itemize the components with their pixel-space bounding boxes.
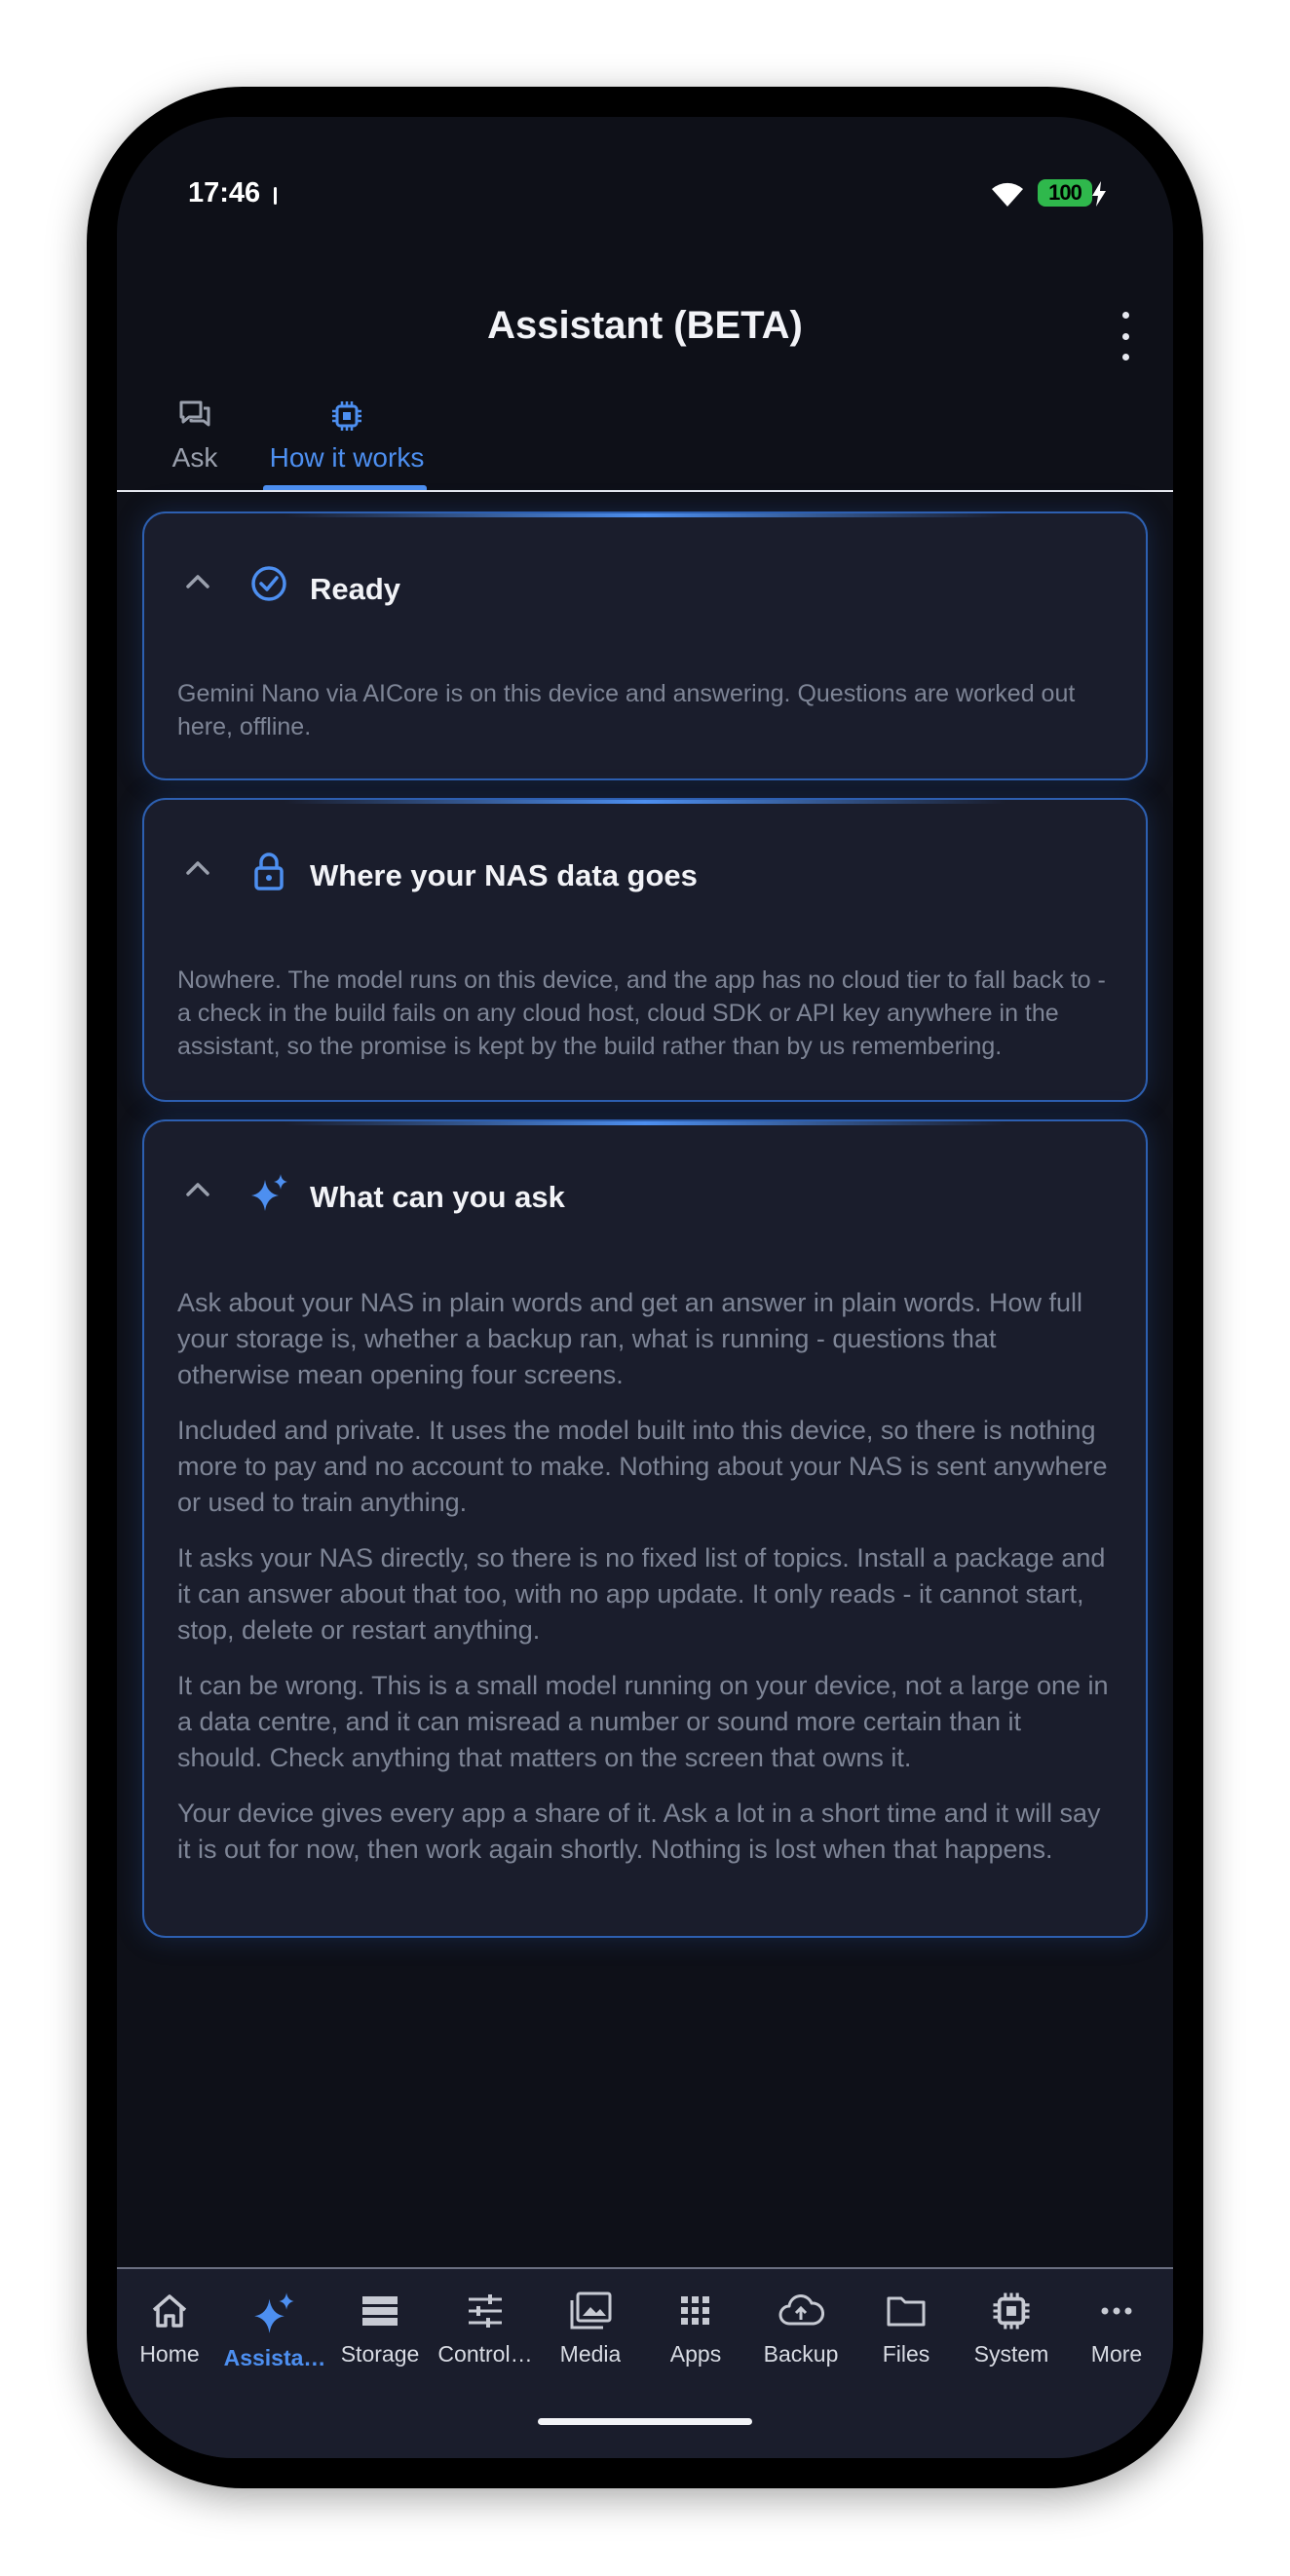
cloud-upload-icon bbox=[778, 2291, 824, 2331]
nav-label: Files bbox=[882, 2341, 930, 2367]
nav-item-media[interactable] bbox=[538, 2291, 643, 2368]
card-title: Ready bbox=[310, 572, 401, 606]
chip-icon bbox=[991, 2291, 1032, 2331]
nav-label: System bbox=[973, 2341, 1049, 2367]
apps-grid-icon bbox=[675, 2291, 716, 2331]
card-header[interactable] bbox=[144, 800, 1146, 936]
nav-item-apps[interactable] bbox=[643, 2291, 748, 2368]
notification-dot-icon bbox=[274, 187, 277, 205]
chat-bubbles-icon bbox=[177, 399, 212, 433]
card-ready bbox=[142, 511, 1148, 780]
wifi-icon bbox=[989, 179, 1026, 208]
nav-item-backup[interactable] bbox=[748, 2291, 854, 2368]
nav-item-home[interactable] bbox=[117, 2291, 222, 2368]
nav-item-system[interactable] bbox=[959, 2291, 1064, 2368]
nav-label: Apps bbox=[669, 2341, 722, 2367]
charging-bolt-icon bbox=[1091, 181, 1107, 207]
nav-label: Assista… bbox=[223, 2345, 326, 2370]
nav-item-control[interactable] bbox=[433, 2291, 538, 2368]
card-paragraph: Ask about your NAS in plain words and get an answer in plain words. How full your storage is, whether a backup ran, what is running - questions that otherwise mean opening four screens. bbox=[177, 1288, 1082, 1389]
tab-label: How it works bbox=[269, 442, 425, 473]
check-circle-icon bbox=[249, 564, 288, 603]
more-vert-icon[interactable] bbox=[1111, 312, 1140, 360]
tab-label: Ask bbox=[171, 442, 218, 473]
folder-icon bbox=[885, 2291, 928, 2331]
card-body bbox=[177, 1285, 1113, 1887]
chip-icon bbox=[330, 399, 363, 433]
chevron-up-icon bbox=[185, 1182, 210, 1197]
card-paragraph: It can be wrong. This is a small model running on your device, not a large one in a data centre, and it can misread a number or sound more certain than it should. Check anything that matters on the screen that owns it. bbox=[177, 1671, 1109, 1772]
card-paragraph: It asks your NAS directly, so there is no fixed list of topics. Install a package and it can answer about that too, with no app update. It only reads - it cannot start, stop, delete or restart anything. bbox=[177, 1543, 1106, 1645]
battery-indicator: 100 bbox=[1038, 179, 1092, 207]
nav-item-more[interactable] bbox=[1064, 2291, 1169, 2368]
photo-library-icon bbox=[568, 2291, 613, 2331]
tab-how-it-works[interactable] bbox=[261, 399, 433, 489]
card-what-can-you-ask bbox=[142, 1119, 1148, 1938]
sparkle-icon bbox=[252, 2291, 297, 2335]
home-indicator[interactable] bbox=[538, 2418, 752, 2425]
card-paragraph: Your device gives every app a share of it. Ask a lot in a short time and it will say it is out for now, then work again shortly. Nothing is lost when that happens. bbox=[177, 1799, 1101, 1864]
card-paragraph: Included and private. It uses the model built into this device, so there is nothing more to pay and no account to make. Nothing about your NAS is sent anywhere or used to train anything. bbox=[177, 1416, 1108, 1517]
nav-label: Home bbox=[139, 2341, 200, 2367]
status-time: 17:46 bbox=[188, 177, 261, 208]
storage-icon bbox=[360, 2291, 400, 2331]
lock-icon bbox=[249, 851, 288, 891]
more-horiz-icon bbox=[1096, 2291, 1137, 2331]
tab-ask[interactable] bbox=[146, 399, 244, 489]
tab-divider bbox=[117, 490, 1173, 492]
card-paragraph: Gemini Nano via AICore is on this device and answering. Questions are worked out here, offline. bbox=[177, 680, 1076, 740]
nav-label: More bbox=[1090, 2341, 1143, 2367]
sparkle-icon bbox=[249, 1172, 290, 1213]
card-body bbox=[177, 677, 1113, 763]
nav-label: Control… bbox=[437, 2341, 533, 2367]
card-data-location bbox=[142, 798, 1148, 1102]
home-icon bbox=[149, 2291, 190, 2331]
nav-label: Media bbox=[559, 2341, 622, 2367]
sliders-icon bbox=[465, 2291, 506, 2331]
page-title: Assistant (BETA) bbox=[487, 304, 803, 347]
chevron-up-icon bbox=[185, 860, 210, 876]
nav-label: Backup bbox=[763, 2341, 839, 2367]
nav-label: Storage bbox=[340, 2341, 420, 2367]
chevron-up-icon bbox=[185, 574, 210, 589]
app-screen bbox=[117, 117, 1173, 2458]
nav-item-storage[interactable] bbox=[327, 2291, 433, 2368]
nav-item-files[interactable] bbox=[854, 2291, 959, 2368]
card-header[interactable] bbox=[144, 513, 1146, 650]
nav-item-assistant[interactable] bbox=[222, 2291, 327, 2371]
card-title: Where your NAS data goes bbox=[310, 858, 698, 892]
card-header[interactable] bbox=[144, 1121, 1146, 1258]
bottom-navigation bbox=[117, 2269, 1173, 2458]
card-body bbox=[177, 964, 1113, 1082]
card-paragraph: Nowhere. The model runs on this device, and the app has no cloud tier to fall back to - a check in the build fails on any cloud host, cloud SDK or API key anywhere in the assistant, so the promise is kept by the build rather than by us remembering. bbox=[177, 966, 1106, 1060]
card-title: What can you ask bbox=[310, 1180, 565, 1214]
